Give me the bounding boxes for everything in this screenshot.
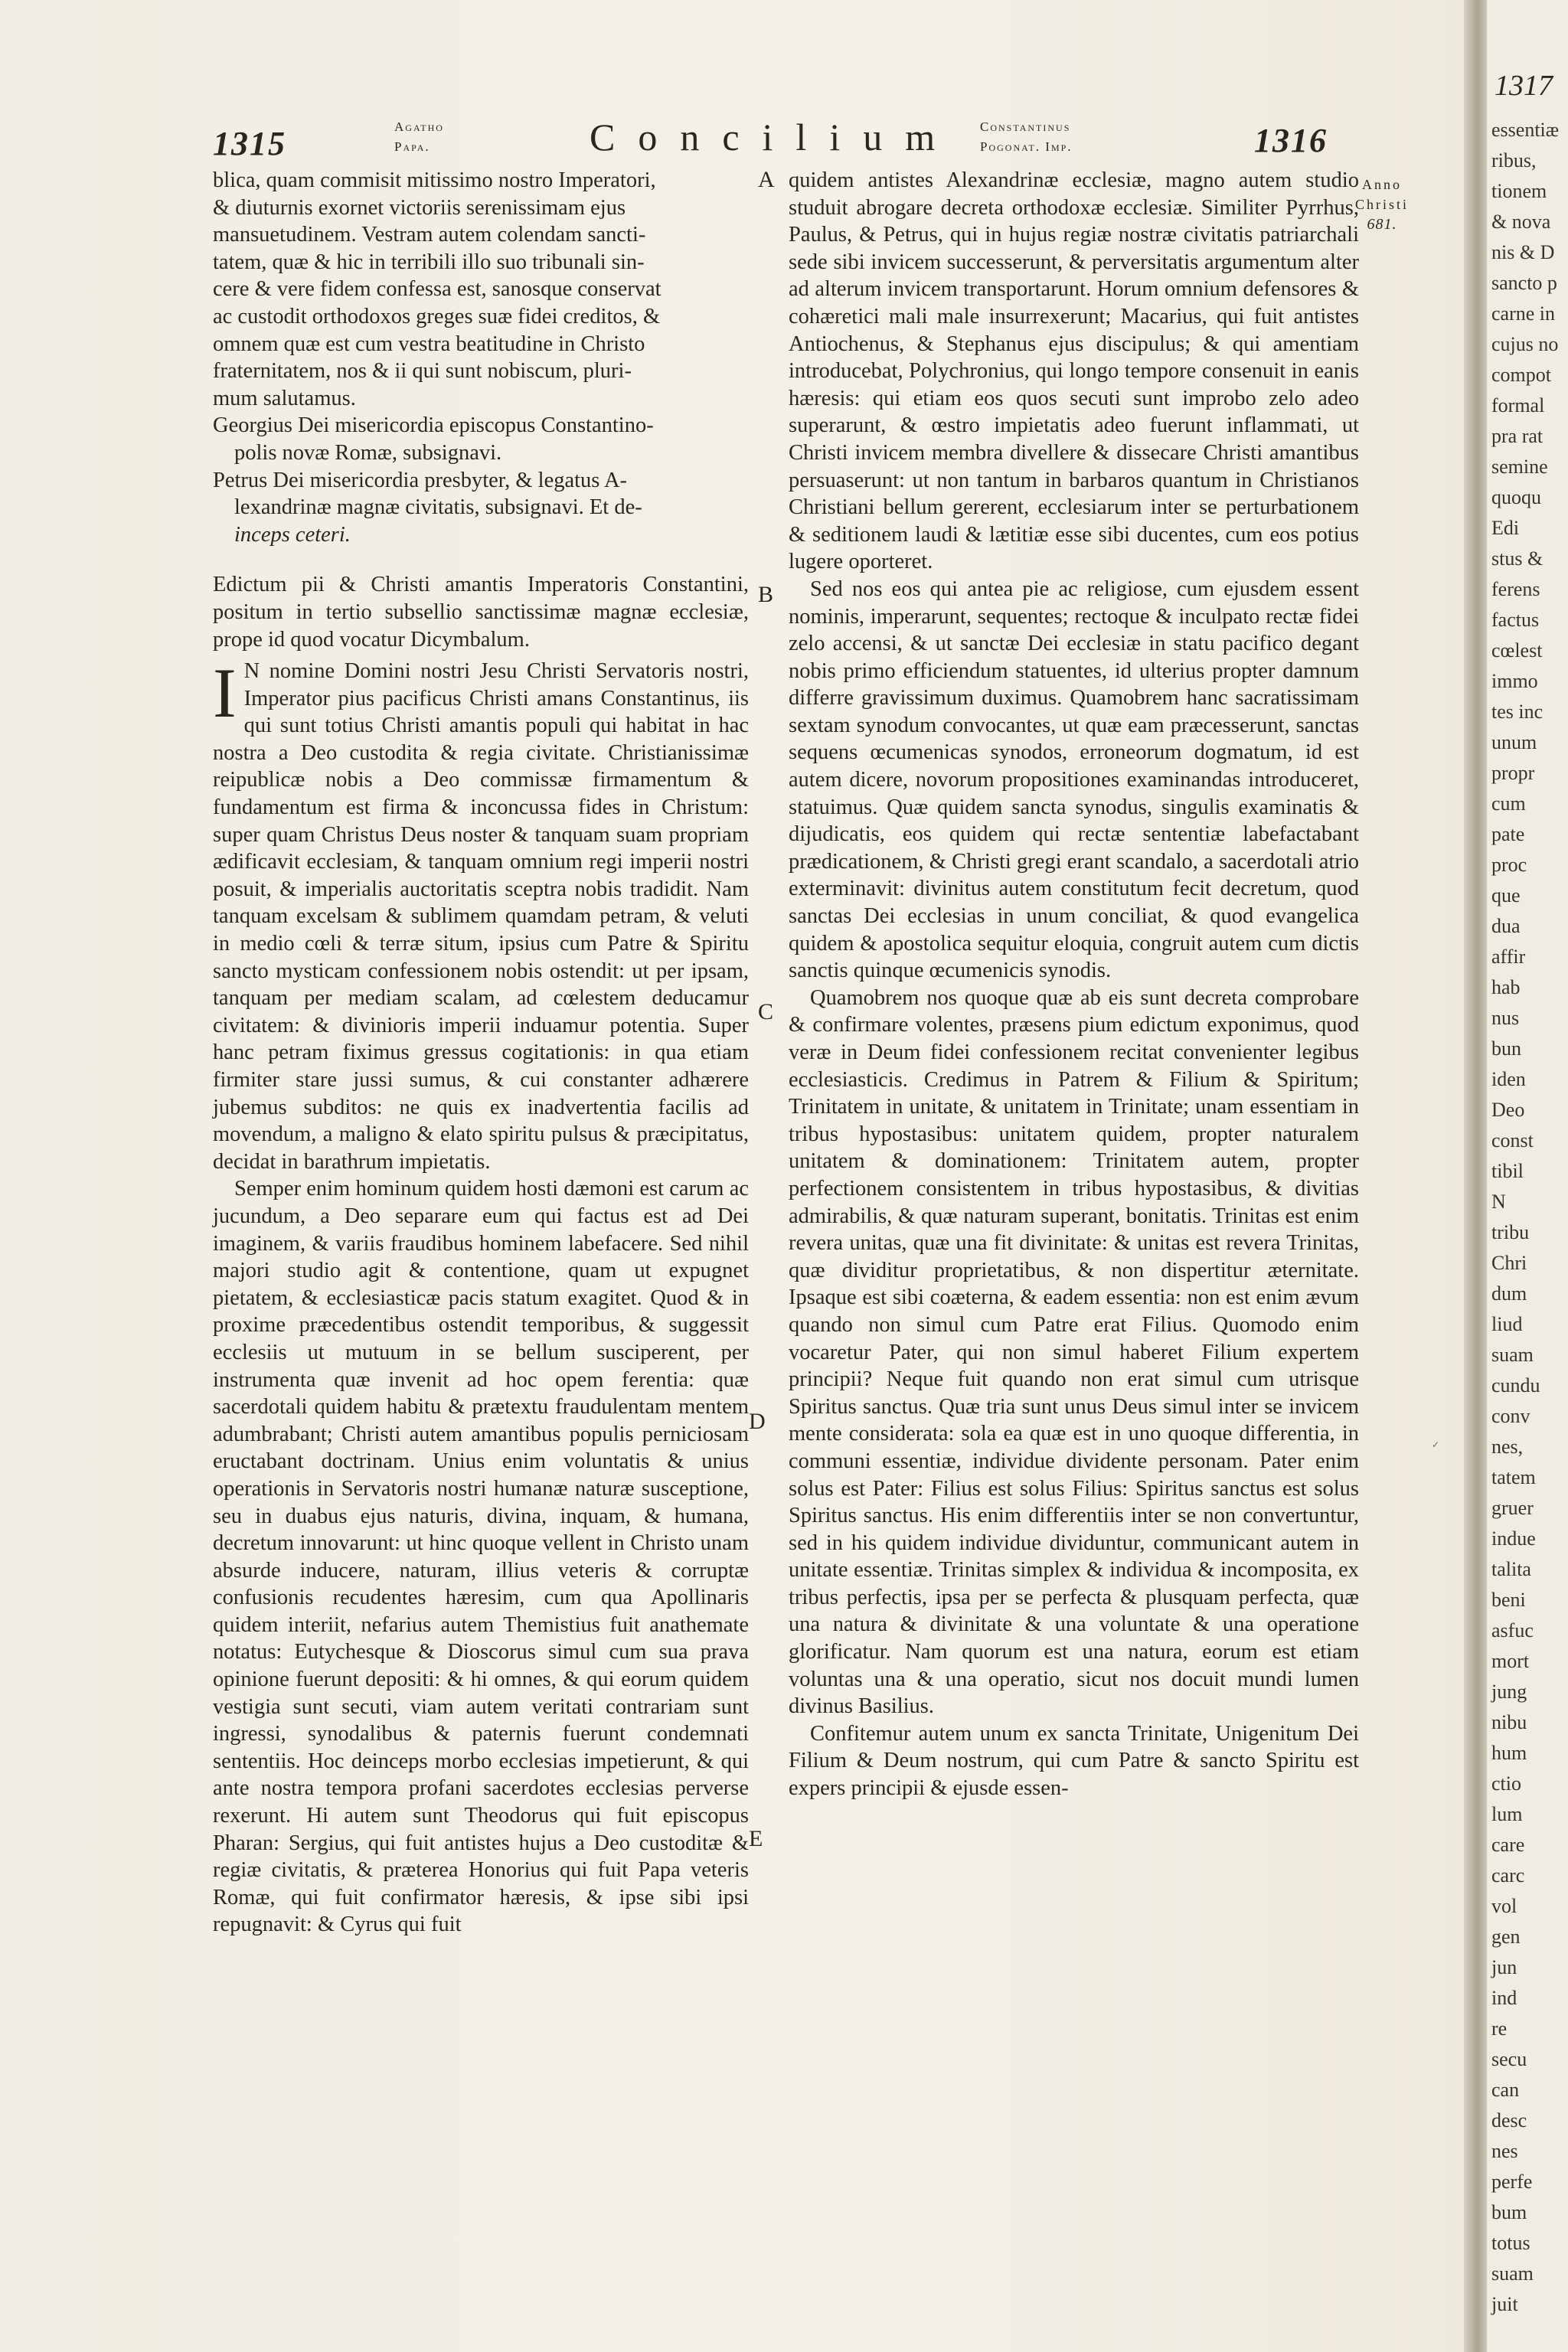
text-line: blica, quam commisit mitissimo nostro Imperatori, — [213, 168, 656, 192]
text-line: omnem quæ est cum vestra beatitudine in Christo — [213, 332, 645, 356]
margin-mark: ✓ — [1432, 1439, 1440, 1450]
signature-line: inceps ceteri. — [234, 522, 351, 547]
drop-cap: I — [213, 654, 237, 733]
next-page-edge — [1487, 0, 1568, 2352]
anno-label: Anno — [1362, 177, 1402, 192]
text-line: cere & vere fidem confessa est, sanosque conservat — [213, 277, 662, 302]
page-number-right: 1316 — [1254, 122, 1328, 159]
running-head-agatho: Agatho — [394, 119, 444, 134]
section-letter-a: A — [758, 167, 775, 192]
right-paragraph-1: quidem antistes Alexandrinæ ecclesiæ, magno autem studio studuit abrogare decreta orthodoxæ ecclesiæ. Similiter Pyrrhus, Paulus, & Petrus, qui in hujus regiæ nostræ civitatis patriarchali sede sibi invicem successerunt, & perversitatis argumentum alter ad alterum invicem transportarunt. Horum omnium defensores & cohæretici mali male insurrexerunt; Macarius, qui fuit antistes Antiochenus, & Stephanus ejus discipulus; & qui amentiam introducebat, Polychronius, qui longo tempore consenuit in eanis hæresis: qui etiam eos quos secuti sunt improbo zelo adeo superarunt, & œstro impietatis adeo fuerunt inflammati, ut Christi invicem membra divellere & dissecare Christi amantibus persuaserunt: ut non tantum in barbaros quantum in Christianos Christiani bellum gererent, ecclesiarum inter se perturbationem & seditionem laudi & lætitiæ esse sibi ducentes, cum eos potius lugere oporteret. — [789, 168, 1359, 574]
running-head-papa: Papa. — [394, 139, 430, 154]
edict-heading: Edictum pii & Christi amantis Imperatoris Constantini, positum in tertio subsellio sanctissimæ magnæ ecclesiæ, prope id quod vocatur Dicymbalum. — [213, 573, 749, 652]
text-line: tatem, quæ & hic in terribili illo suo tribunali sin- — [213, 250, 645, 274]
text-line: & diuturnis exornet victoriis serenissimam ejus — [213, 195, 626, 220]
section-letter-b: B — [758, 582, 774, 607]
text-line: ac custodit orthodoxos greges suæ fidei creditos, & — [213, 304, 661, 328]
text-line: mansuetudinem. Vestram autem colendam sancti- — [213, 223, 646, 247]
page-number-left: 1315 — [213, 125, 286, 162]
signature-line: polis novæ Romæ, subsignavi. — [234, 440, 502, 465]
signature-line: Petrus Dei misericordia presbyter, & legatus A- — [213, 468, 628, 492]
running-head-constantinus: Constantinus — [980, 119, 1071, 134]
right-paragraph-2: Sed nos eos qui antea pie ac religiose, cum ejusdem essent nominis, imperarunt, sequentes; rectoque & inculpato rectæ fidei zelo accensi, & ut sanctæ Dei ecclesiæ in statu pacifico degant nobis primo efficiendum statuentes, id ulterius propter damnum differre gravissimum duximus. Quamobrem hanc sacratissimam sextam synodum convocantes, ut quæ eam præcesserunt, sanctas sequens œcumenicas synodos, erroneorum dogmatum, id est autem dicere, novorum propositiones examinandas introduceret, statuimus. Quæ quidem sancta synodus, singulis examinatis & dijudicatis, eos quidem qui rectæ sententiæ labefactabant prædicationem, & Christi gregi erant scandalo, a sacerdotali atrio exterminavit: divinitus autem constitutum fecit decretum, quod sanctas Dei ecclesias in unum conciliat, & quod evangelica quidem & apostolica sequitur eloquia, congruit autem cum dictis sanctis quinque œcumenicis synodis. — [789, 577, 1359, 983]
signature-line: Georgius Dei misericordia episcopus Constantino- — [213, 413, 654, 438]
page-title: Concilium — [590, 116, 959, 158]
christi-label: Christi — [1355, 197, 1410, 212]
edict-paragraph-1 — [213, 654, 749, 1175]
running-header — [0, 115, 1478, 168]
left-column — [213, 167, 749, 1939]
next-page-fragments: essentiæ ribus, tionem & nova nis & D sancto p carne in cujus no compot formal pra rat semine quoqu Edi stus & ferens factus cœlest immo tes inc unum propr cum pate proc que dua affir hab nus bun iden Deo const tibil N tribu Chri dum liud suam cundu conv nes, tatem gruer indue talita beni asfuc mort jung nibu hum ctio lum care carc vol gen jun ind re secu can desc nes perfe bum totus suam juit — [1491, 119, 1560, 2315]
book-gutter — [1464, 0, 1487, 2352]
section-letter-c: C — [758, 999, 774, 1024]
text-line: mum salutamus. — [213, 386, 356, 410]
paragraph-text: N nomine Domini nostri Jesu Christi Servatoris nostri, Imperator pius pacificus Christi amans Constantinus, iis qui sunt totius Christi amantis populi qui habitat in hac nostra a Deo custodita & regia civitate. Christianissimæ reipublicæ nobis a Deo commissæ firmamentum & fundamentum est firma & inconcussa fides in Christum: super quam Christus Deus noster & tanquam suam propriam ædificavit ecclesiam, & tanquam omnium regi imperii nostri posuit, & imperialis auctoritatis sceptra nobis tradidit. Nam tanquam excelsam & sublimem quamdam petram, & veluti in medio cœli & terræ situm, ipsius cum Patre & Spiritu sancto mysticam confessionem nobis ostendit: ut per ipsam, tanquam per mediam scalam, ad cœlestem deducamur civitatem: & divinioris imperii induamur potentia. Super hanc petram fiximus gressus cogitationis: in qua etiam firmiter stare jussi sumus, & cui constanter adhærere jubemus subditos: ne quis ex inadvertentia facilis ad movendum, a maligno & elato spiritu pulsus & præcipitatus, decidat in barathrum impietatis. — [213, 659, 749, 1174]
text-line: fraternitatem, nos & ii qui sunt nobiscum, pluri- — [213, 359, 632, 384]
section-letter-e: E — [749, 1826, 763, 1851]
year-margin-note — [1355, 175, 1409, 234]
anno-year: 681. — [1367, 216, 1397, 233]
section-letter-d: D — [749, 1409, 766, 1434]
signature-line: lexandrinæ magnæ civitatis, subsignavi. Et de- — [234, 495, 642, 520]
right-paragraph-3: Quamobrem nos quoque quæ ab eis sunt decreta comprobare & confirmare volentes, præsens pium edictum exponimus, quod veræ in Deum fidei confessionem recitat convenienter legibus ecclesiasticis. Credimus in Patrem & Filium & Spiritum; Trinitatem in unitate, & unitatem in Trinitate; unam essentiam in tribus hypostasibus: unitatem quidem, propter naturalem unitatem & dominationem: Trinitatem autem, propter perfectionem consistentem in tribus hypostasibus, & divitias admirabilis, & quæ naturam superant, bonitatis. Trinitas est enim revera unitas, quæ una fit divinitate: & unitas est revera Trinitas, quæ dividitur proprietatibus, & non dispertitur æternitate. Ipsaque est sibi coæterna, & eadem essentia: non est enim ævum quando non simul cum Patre erat Filius. Quomodo enim vocaretur Pater, qui non simul haberet Filium expertem principii? Neque fuit quando non erat simul cum utrisque Spiritus sanctus. Quæ tria sunt unus Deus simul inter se invicem mente considerata: sola ea quæ est in uno quoque differentia, in communi essentiæ, individue dividente personam. Pater enim solus est Pater: Filius est solus Filius: Spiritus sanctus est solus Spiritus sanctus. His enim differentiis inter se non convertuntur, sed in his quidem individue dividuntur, communicant autem in unitate essentiæ. Trinitas simplex & individua & incomposita, ex tribus perfectis, ipsa per se perfecta & plusquam perfecta, quæ una natura & divinitate & una voluntate & una operatione glorificatur. Nam quorum est una natura, eorum est etiam voluntas una & una operatio, sicut nos docuit mundi lumen divinus Basilius. — [789, 985, 1359, 1719]
right-column — [789, 167, 1359, 1802]
edict-paragraph-2: Semper enim hominum quidem hosti dæmoni est carum ac jucundum, a Deo separare eum qui factus est ad Dei imaginem, & variis fraudibus hominem labefacere. Sed nihil majori studio agit & contentione, quam ut expugnet pietatem, & ecclesiasticæ pacis statum exagitet. Quod & in proxime præcedentibus ostendit temporibus, & suggessit ecclesiis ut mutuum in se bellum susciperent, per instrumenta quæ invenit ad hoc opem ferentia: quæ sacerdotali quidem habitu & prætextu fraudulentam mentem adumbrabant; Christi autem amantibus populis perniciosam eructabant doctrinam. Unius enim voluntatis & unius operationis in Servatoris nostri humanæ naturæ susceptione, seu in duabus ejus naturis, divina, inquam, & humana, decretum innovarunt: ut hinc quoque vellent in Christo unam absurde inducere, naturam, illius veteris & corruptæ confusionis recudentes hæresim, cum qua Apollinaris quidem interiit, nefarius autem Themistius fuit anathemate notatus: Eutychesque & Dioscorus simul cum sua prava opinione fuerunt depositi: & hi omnes, & qui eorum quidem vestigia sunt secuti, viam autem veritati contrariam sunt ingressi, synodalibus & paternis fuerunt condemnati sententiis. Hoc deinceps morbo ecclesias impetierunt, & qui ante nostra tempora profani sacerdotes ecclesias perverse rexerunt. Hi autem sunt Theodorus qui fuit episcopus Pharan: Sergius, qui fuit antistes hujus a Deo custoditæ & regiæ civitatis, & præterea Honorius qui fuit Papa veteris Romæ, qui fuit confirmator hæresis, & ipse sibi ipsi repugnavit: & Cyrus qui fuit — [213, 1177, 749, 1937]
right-paragraph-4: Confitemur autem unum ex sancta Trinitate, Unigenitum Dei Filium & Deum nostrum, qui cum Patre & sancto Spiritu est expers principii & ejusde essen- — [789, 1721, 1359, 1801]
next-page-number: 1317 — [1494, 70, 1553, 102]
letter-closing-lines — [213, 167, 749, 548]
running-head-pogonat: Pogonat. Imp. — [980, 139, 1073, 154]
